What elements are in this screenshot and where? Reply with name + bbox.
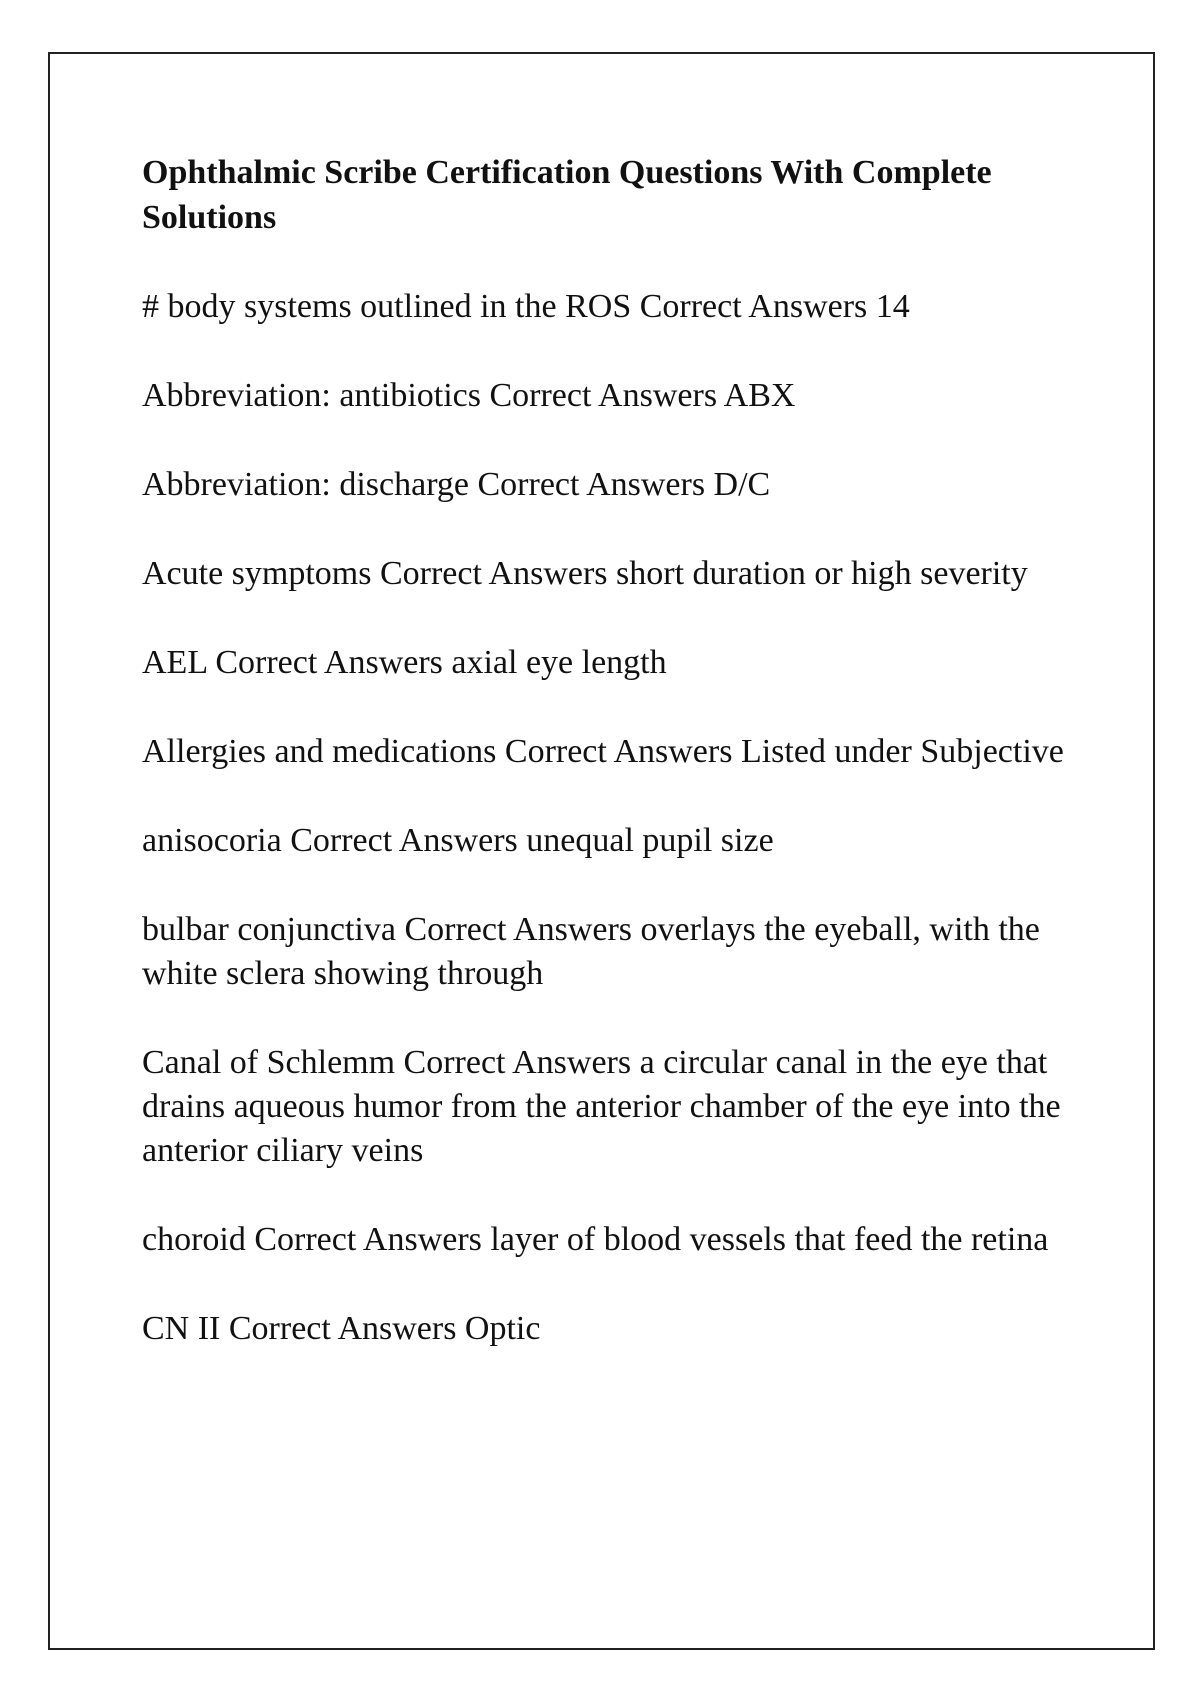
document-title: Ophthalmic Scribe Certification Questions With Complete Solutions <box>142 154 992 236</box>
qa-entry: Allergies and medications Correct Answers Listed under Subjective <box>142 733 1064 770</box>
qa-entry: Acute symptoms Correct Answers short duration or high severity <box>142 555 1028 592</box>
qa-list <box>142 285 1072 1351</box>
qa-entry: Abbreviation: antibiotics Correct Answers ABX <box>142 377 796 414</box>
qa-entry: CN II Correct Answers Optic <box>142 1310 541 1347</box>
qa-entry: anisocoria Correct Answers unequal pupil size <box>142 822 774 859</box>
qa-entry: bulbar conjunctiva Correct Answers overlays the eyeball, with the white sclera showing through <box>142 911 1040 992</box>
qa-entry: # body systems outlined in the ROS Correct Answers 14 <box>142 288 910 325</box>
document-body <box>142 150 1072 1396</box>
qa-entry: choroid Correct Answers layer of blood vessels that feed the retina <box>142 1221 1049 1258</box>
qa-entry: Abbreviation: discharge Correct Answers D/C <box>142 466 771 503</box>
qa-entry: Canal of Schlemm Correct Answers a circular canal in the eye that drains aqueous humor from the anterior chamber of the eye into the anterior ciliary veins <box>142 1044 1061 1169</box>
qa-entry: AEL Correct Answers axial eye length <box>142 644 667 681</box>
